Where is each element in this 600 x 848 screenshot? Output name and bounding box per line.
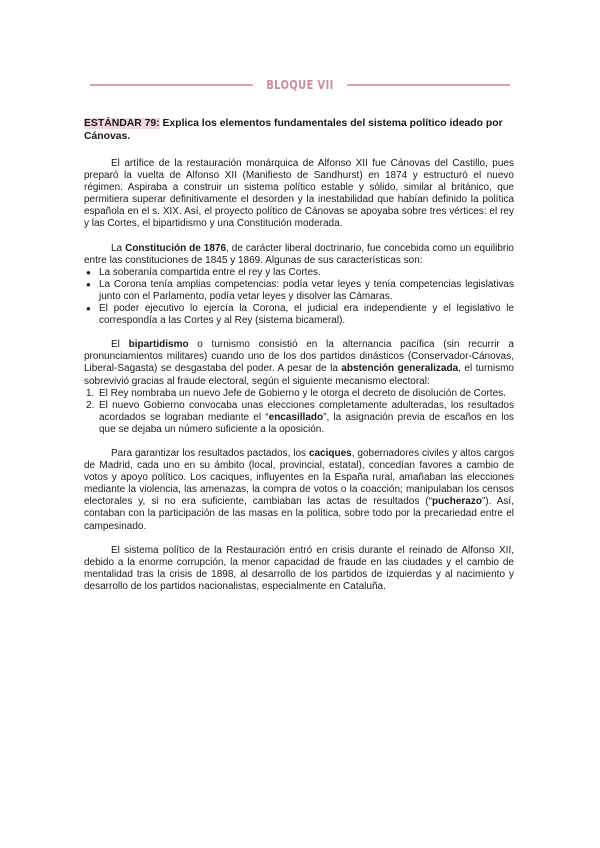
standard-text: Explica los elementos fundamentales del sistema político ideado por Cánovas.: [84, 118, 503, 142]
text-run: El: [111, 339, 129, 351]
bold-constitution: Constitución de 1876: [125, 242, 227, 254]
paragraph-constitution: [84, 243, 514, 267]
step-number: 1.: [86, 387, 95, 399]
list-item: ● La soberanía compartida entre el rey y las Cortes.: [84, 267, 514, 279]
text-run: La: [111, 242, 126, 254]
list-item: ● El poder ejecutivo lo ejercía la Corona, el judicial era independiente y el legislativo le correspondía a las Cortes y al Rey (sistema bicameral).: [84, 303, 514, 327]
electoral-mechanism-list: [84, 388, 514, 436]
step-text: El Rey nombraba un nuevo Jefe de Gobierno y le otorga el decreto de disolución de Cortes.: [99, 387, 506, 399]
constitution-features-list: [84, 267, 514, 327]
bold-pucherazo: pucherazo: [431, 496, 482, 508]
list-item: [84, 400, 514, 436]
standard-heading: [84, 118, 514, 143]
bold-caciques: caciques: [308, 447, 352, 459]
paragraph-bipartidismo: [84, 339, 514, 387]
step-number: 2.: [86, 399, 95, 411]
paragraph-crisis: El sistema político de la Restauración entró en crisis durante el reinado de Alfonso XII, debido a la enorme corrupción, la menor capacidad de fraude en las ciudades y el cambio de mentalidad tras la crisis de 1898, al desarrollo de los partidos de izquierdas y al nacimiento y desarrollo de los partidos nacionalistas, especialmente en Cataluña.: [84, 544, 514, 592]
block-header: [90, 76, 510, 94]
text-run: , el turnismo sobrevivió gracias al fraude electoral, según el siguiente mecanismo electoral:: [84, 363, 514, 387]
step-text: ”, la asignación previa de escaños en los que se dejaba un número suficiente a la oposición.: [99, 411, 514, 435]
bold-encasillado: encasillado: [268, 411, 324, 423]
standard-label: ESTÁNDAR 79:: [84, 118, 160, 129]
paragraph-caciques: [84, 448, 514, 533]
header-line-right: [347, 84, 510, 86]
text-run: o turnismo consistió en la alternancia pacífica (sin recurrir a pronunciamientos militares) cuando uno de los dos partidos dinásticos (Conservador-Cánovas, Liberal-Sagasta) se desgastaba del poder. A pesar de la: [84, 339, 514, 375]
text-run: Para garantizar los resultados pactados, los: [111, 447, 309, 459]
header-line-left: [90, 84, 253, 86]
bold-bipartidismo: bipartidismo: [128, 339, 189, 351]
list-item: ● La Corona tenía amplias competencias: podía vetar leyes y tenía competencias legislativas junto con el Parlamento, podía vetar leyes y disolver las Cámaras.: [84, 279, 514, 303]
block-title: BLOQUE VII: [266, 78, 334, 92]
step-text: El nuevo Gobierno convocaba unas elecciones completamente adulteradas, los resultados acordados se lograban mediante el “: [99, 399, 514, 423]
text-run: , de carácter liberal doctrinario, fue concebida como un equilibrio entre las constituciones de 1845 y 1869. Algunas de sus características son:: [84, 242, 514, 266]
paragraph-intro: El artífice de la restauración monárquica de Alfonso XII fue Cánovas del Castillo, pues preparó la vuelta de Alfonso XII (Manifiesto de Sandhurst) en 1874 y estructuró el nuevo régimen. Aspiraba a construir un sistema político estable y sólido, similar al británico, que permitiera superar definitivamente el desorden y la inestabilidad que habían definido la política española en el s. XIX. Así, el proyecto político de Cánovas se apoyaba sobre tres vértices: el rey y las Cortes, el bipartidismo y una Constitución moderada.: [84, 158, 514, 230]
document-body: [84, 118, 514, 605]
bold-abstencion: abstención generalizada: [341, 363, 459, 375]
text-run: , gobernadores civiles y altos cargos de Madrid, cada uno en su ámbito (local, provincial, estatal), concedían favores a cambio de votos y apoyo político. Los caciques, influyentes en la España rural, amañaban las elecciones mediante la violencia, las amenazas, la compra de votos o la coacción; manipulaban los censos electorales y, si no era suficiente, cambiaban las actas de resultados (“: [84, 447, 514, 508]
list-item: [84, 388, 514, 400]
text-run: ”). Así, contaban con la participación de las masas en la política, sobre todo por la precariedad entre el campesinado.: [84, 496, 514, 532]
